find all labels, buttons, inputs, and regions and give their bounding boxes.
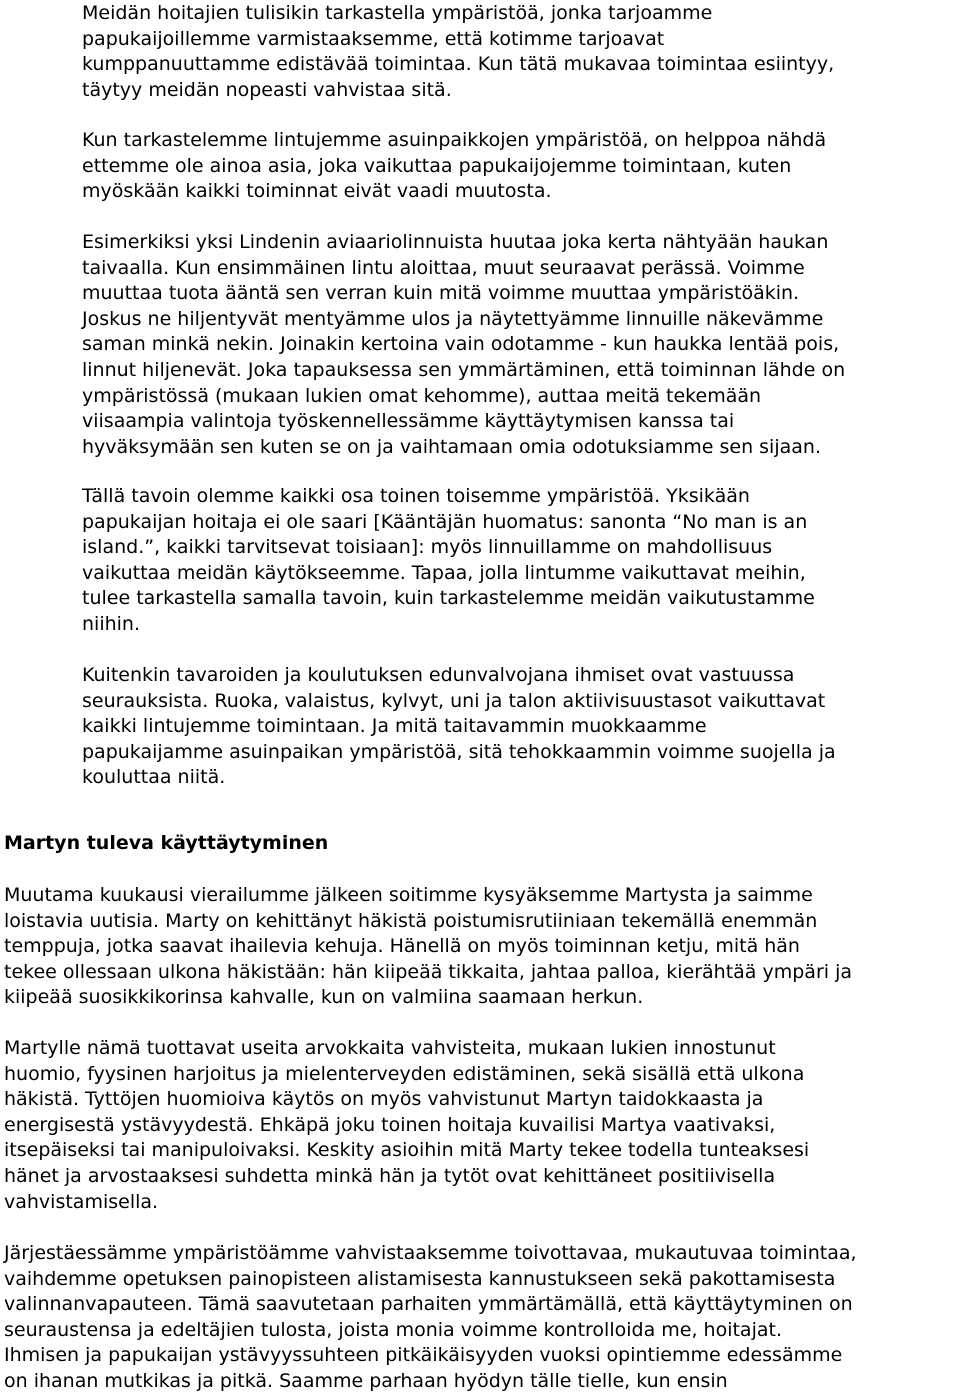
intro-paragraph-2: Kun tarkastelemme lintujemme asuinpaikkojen ympäristöä, on helppoa nähdä ettemme ole ainoa asia, joka vaikuttaa papukaijojemme toimintaan, kuten myöskään kaikki toiminnat eivät vaadi muutosta. xyxy=(82,129,827,203)
section-paragraph-3: Järjestäessämme ympäristöämme vahvistaaksemme toivottavaa, mukautuvaa toimintaa, vaihdemme opetuksen painopisteen alistamisesta kannustukseen sekä pakottamisesta valinnanvapauteen. Tämä saavutetaan parhaiten ymmärtämällä, että käyttäytyminen on seuraustensa ja edeltäjien tulosta, joista monia voimme kontrolloida me, hoitajat. Ihmisen ja papukaijan ystävyyssuhteen pitkäikäisyyden vuoksi opintiemme edessämme on ihanan mutkikas ja pitkä. Saamme parhaan hyödyn tälle tielle, kun ensin xyxy=(4,1242,857,1392)
section-paragraph-2: Martylle nämä tuottavat useita arvokkaita vahvisteita, mukaan lukien innostunut huomio, fyysinen harjoitus ja mielenterveyden edistäminen, sekä sisällä että ulkona häkistä. Tyttöjen huomioiva käytös on myös vahvistunut Martyn taidokkaasta ja energisestä ystävyydestä. Ehkäpä joku toinen hoitaja kuvailisi Martya vaativaksi, itsepäiseksi tai manipuloivaksi. Keskity asioihin mitä Marty tekee todella tunteaksesi hänet ja arvostaaksesi suhdetta minkä hän ja tytöt ovat kehittäneet positiivisella vahvistamisella. xyxy=(4,1037,810,1213)
intro-paragraph-5: Kuitenkin tavaroiden ja koulutuksen edunvalvojana ihmiset ovat vastuussa seurauksista. Ruoka, valaistus, kylvyt, uni ja talon aktiivisuustasot vaikuttavat kaikki lintujemme toimintaan. Ja mitä taitavammin muokkaamme papukaijamme asuinpaikan ympäristöä, sitä tehokkaammin voimme suojella ja kouluttaa niitä. xyxy=(82,664,836,789)
section-paragraph-1: Muutama kuukausi vierailumme jälkeen soitimme kysyäksemme Martysta ja saimme loistavia uutisia. Marty on kehittänyt häkistä poistumisrutiiniaan tekemällä enemmän temppuja, jotka saavat ihailevia kehuja. Hänellä on myös toiminnan ketju, mitä hän tekee ollessaan ulkona häkistään: hän kiipeää tikkaita, jahtaa palloa, kierähtää ympäri ja kiipeää suosikkikorinsa kahvalle, kun on valmiina saamaan herkun. xyxy=(4,884,852,1009)
intro-paragraph-3: Esimerkiksi yksi Lindenin aviaariolinnuista huutaa joka kerta nähtyään haukan taivaalla. Kun ensimmäinen lintu aloittaa, muut seuraavat perässä. Voimme muuttaa tuota ääntä sen verran kuin mitä voimme muuttaa ympäristöäkin. Joskus ne hiljentyvät mentyämme ulos ja näytettyämme linnuille näkevämme saman minkä nekin. Joinakin kertoina vain odotamme - kun haukka lentää pois, linnut hiljenevät. Joka tapauksessa sen ymmärtäminen, että toiminnan lähde on ympäristössä (mukaan lukien omat kehomme), auttaa meitä tekemään viisaampia valintoja työskennellessämme käyttäytymisen kanssa tai hyväksymään sen kuten se on ja vaihtamaan omia odotuksiamme sen sijaan. xyxy=(82,231,846,458)
intro-paragraph-4: Tällä tavoin olemme kaikki osa toinen toisemme ympäristöä. Yksikään papukaijan hoitaja ei ole saari [Kääntäjän huomatus: sanonta “No man is an island.”, kaikki tarvitsevat toisiaan]: myös linnuillamme on mahdollisuus vaikuttaa meidän käytökseemme. Tapaa, jolla lintumme vaikuttavat meihin, tulee tarkastella samalla tavoin, kuin tarkastelemme meidän vaikutustamme niihin. xyxy=(82,485,815,635)
intro-paragraph-1: Meidän hoitajien tulisikin tarkastella ympäristöä, jonka tarjoamme papukaijoillemme varmistaaksemme, että kotimme tarjoavat kumppanuuttamme edistävää toimintaa. Kun tätä mukavaa toimintaa esiintyy, täytyy meidän nopeasti vahvistaa sitä. xyxy=(82,2,835,101)
section-heading: Martyn tuleva käyttäytyminen xyxy=(4,832,329,854)
